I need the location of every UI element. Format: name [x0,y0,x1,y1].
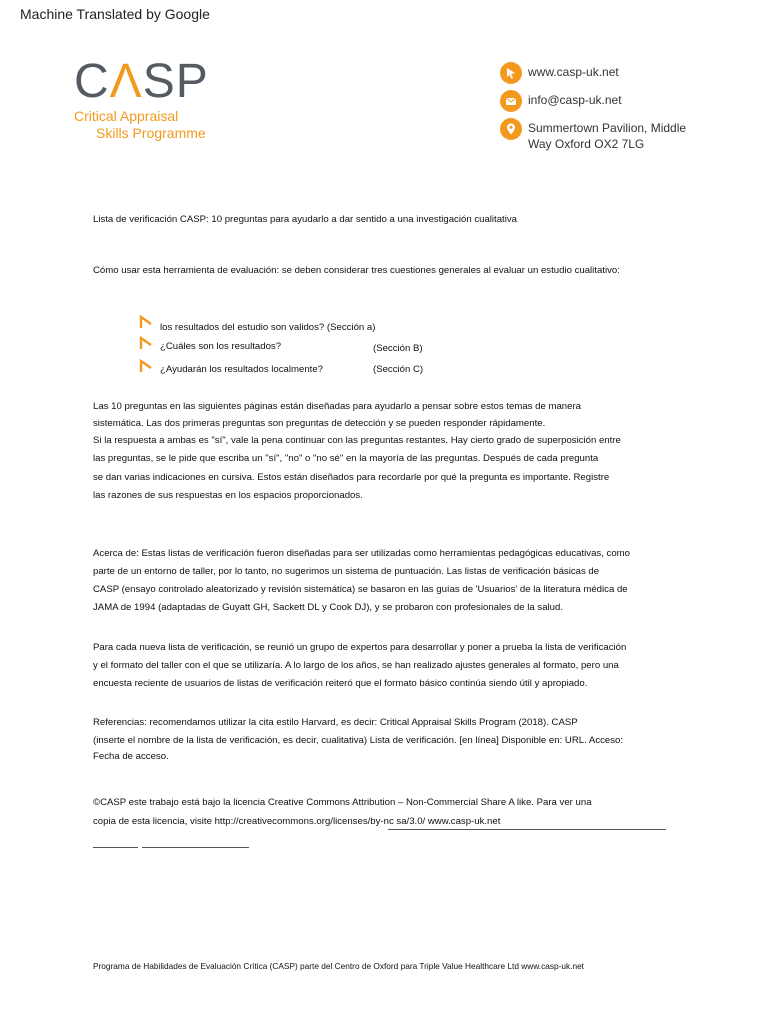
logo-tagline-line1: Critical Appraisal [74,108,179,124]
paragraph-line: (inserte el nombre de la lista de verificación, es decir, cualitativa) Lista de verificación. [en línea] Disponible en: URL. Acceso: [93,735,624,746]
paragraph-line: y el formato del taller con el que se utilizaría. A lo largo de los años, se han realizado ajustes generales al formato, pero una [93,660,619,671]
question-b: ¿Cuáles son los resultados? [160,341,282,352]
underline-rule [388,829,666,830]
paragraph-line: Las 10 preguntas en las siguientes páginas están diseñadas para ayudarlo a pensar sobre estos temas de manera [93,401,581,412]
paragraph-line: encuesta reciente de usuarios de listas de verificación reiteró que el formato básico continúa siendo útil y apropiado. [93,678,588,689]
address-text: Summertown Pavilion, Middle Way Oxford OX2 7LG [528,121,687,151]
footer-text: Programa de Habilidades de Evaluación Crítica (CASP) parte del Centro de Oxford para Triple Value Healthcare Ltd www.casp-uk.net [93,961,584,971]
page-title: Lista de verificación CASP: 10 preguntas para ayudarlo a dar sentido a una investigación cualitativa [93,214,517,225]
underline-rule [93,847,138,848]
logo-tagline-line2: Skills Programme [96,125,206,141]
paragraph-line: las razones de sus respuestas en los espacios proporcionados. [93,490,363,501]
paragraph-line: JAMA de 1994 (adaptadas de Guyatt GH, Sackett DL y Cook DJ), y se probaron con profesionales de la salud. [93,602,563,613]
paragraph-line: Si la respuesta a ambas es "sí", vale la pena continuar con las preguntas restantes. Hay cierto grado de superposición entre [93,435,621,446]
website-link[interactable]: www.casp-uk.net [528,65,619,79]
casp-logo [74,55,234,141]
section-b-label: (Sección B) [373,343,423,354]
question-c: ¿Ayudarán los resultados localmente? [160,364,324,375]
question-a: los resultados del estudio son validos? (Sección a) [160,322,376,333]
chevron-icon [138,314,154,330]
paragraph-line: Referencias: recomendamos utilizar la cita estilo Harvard, es decir: Critical Appraisal Skills Program (2018). CASP [93,717,578,728]
casp-logo-wordmark: CΛSP [74,55,209,108]
email-link[interactable]: info@casp-uk.net [528,93,622,107]
paragraph-line: sistemática. Las dos primeras preguntas son preguntas de detección y se pueden responder rápidamente. [93,418,546,429]
license-line: ©CASP este trabajo está bajo la licencia Creative Commons Attribution – Non-Commercial Share A like. Para ver una [93,797,592,808]
underline-rule [142,847,249,848]
paragraph-line: parte de un entorno de taller, por lo tanto, no sugerimos un sistema de puntuación. Las listas de verificación básicas de [93,566,600,577]
section-c-label: (Sección C) [373,364,424,375]
email-icon [500,90,522,112]
how-to-use-text: Cómo usar esta herramienta de evaluación: se deben considerar tres cuestiones generales al evaluar un estudio cualitativo: [93,265,620,276]
chevron-icon [138,335,154,351]
license-line[interactable]: copia de esta licencia, visite http://creativecommons.org/licenses/by-nc sa/3.0/ www.casp-uk.net [93,816,501,827]
paragraph-line: se dan varias indicaciones en cursiva. Estos están diseñados para recordarle por qué la pregunta es importante. Registre [93,472,610,483]
cursor-icon [500,62,522,84]
machine-translated-banner: Machine Translated by Google [20,6,210,22]
paragraph-line: Fecha de acceso. [93,751,169,762]
paragraph-line: CASP (ensayo controlado aleatorizado y revisión sistemática) se basaron en las guías de 'Usuarios' de la literatura médica de [93,584,628,595]
paragraph-line: Para cada nueva lista de verificación, se reunió un grupo de expertos para desarrollar y poner a prueba la lista de verificación [93,642,627,653]
location-pin-icon [500,118,522,140]
paragraph-line: las preguntas, se le pide que escriba un "sí", "no" o "no sé" en la mayoría de las preguntas. Después de cada pregunta [93,453,599,464]
chevron-icon [138,358,154,374]
paragraph-line: Acerca de: Estas listas de verificación fueron diseñadas para ser utilizadas como herramientas pedagógicas educativas, como [93,548,631,559]
